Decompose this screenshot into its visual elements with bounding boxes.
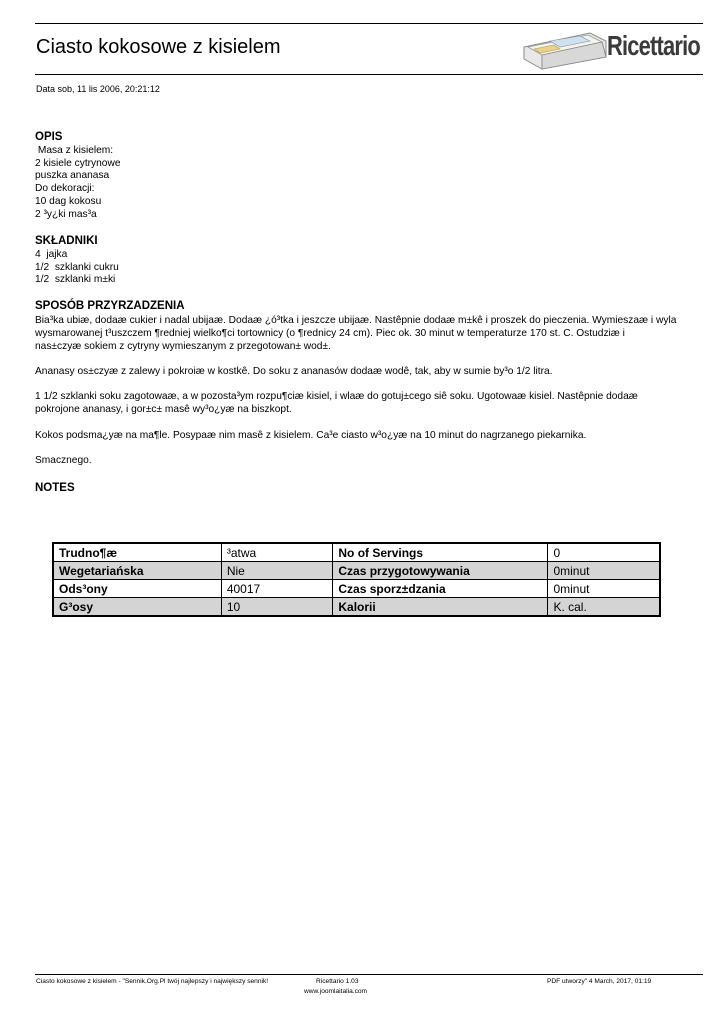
table-row: [53, 562, 660, 580]
table-label: Ods³ony: [53, 580, 221, 598]
table-value: 10: [221, 598, 333, 617]
preparation-step: [35, 315, 676, 354]
table-value: 0: [548, 543, 660, 562]
ingredient-line: 1/2 szklanki cukru: [35, 261, 119, 273]
table-row: [53, 580, 660, 598]
table-label: Kalorii: [333, 598, 548, 617]
table-row: [53, 598, 660, 617]
preparation-step: [35, 391, 638, 417]
table-label: Wegetariańska: [53, 562, 221, 580]
footer-site-link[interactable]: www.joomlaitalia.com: [304, 988, 368, 995]
notes-heading: NOTES: [35, 482, 75, 494]
opis-line: 2 ³y¿ki mas³a: [35, 208, 97, 220]
footer-created: PDF utworzy" 4 March, 2017, 01:19: [547, 978, 652, 985]
opis-line: Masa z kisielem:: [35, 145, 114, 156]
table-value: 40017: [221, 580, 333, 598]
step-line: wysmarowanej t³uszczem ¶redniej wielko¶ci tortownicy (o ¶rednicy 24 cm). Piec ok. 30 minut w temperaturze 170 st. C. Ostudziæ i: [35, 327, 625, 339]
opis-line: puszka ananasa: [35, 170, 110, 182]
table-label: Trudno¶æ: [53, 543, 221, 562]
sposob-heading: SPOSÓB PRZYRZADZENIA: [35, 300, 185, 312]
preparation-step: [35, 430, 586, 443]
table-label: Czas przygotowywania: [333, 562, 548, 580]
top-rule: [35, 23, 703, 24]
page-title: Ciasto kokosowe z kisielem: [36, 36, 281, 58]
step-line: pokrojone ananasy, i gor±c± masê wy³o¿yæ na biszkopt.: [35, 403, 292, 415]
table-value: 0minut: [548, 562, 660, 580]
table-value: K. cal.: [548, 598, 660, 617]
preparation-step: [35, 366, 552, 379]
step-line: Bia³ka ubiæ, dodaæ cukier i nadal ubijaæ. Dodaæ ¿ó³tka i jeszcze ubijaæ. Nastêpnie dodaæ m±kê i proszek do pieczenia. Wymieszaæ i wyla: [35, 315, 677, 326]
footer-source: Ciasto kokosowe z kisielem - "Sennik.Org.Pl twój najlepszy i największy sennik!: [36, 978, 269, 985]
table-value: ³atwa: [221, 543, 333, 562]
table-label: No of Servings: [333, 543, 548, 562]
ingredient-line: 4 jajka: [35, 249, 68, 260]
table-row: [53, 543, 660, 562]
table-label: G³osy: [53, 598, 221, 617]
opis-line: Do dekoracji:: [35, 183, 95, 195]
table-value: 0minut: [548, 580, 660, 598]
step-line: Kokos podsma¿yæ na ma¶le. Posypaæ nim masê z kisielem. Ca³e ciasto w³o¿yæ na 10 minut do nagrzanego piekarnika.: [35, 430, 587, 441]
table-value: Nie: [221, 562, 333, 580]
date-line: Data sob, 11 lis 2006, 20:21:12: [36, 84, 160, 94]
step-line: 1 1/2 szklanki soku zagotowaæ, a w pozosta³ym rozpu¶ciæ kisiel, i wlaæ do gotuj±cego siê soku. Ugotowaæ kisiel. Nastêpnie dodaæ: [35, 391, 638, 402]
ingredient-line: 1/2 szklanki m±ki: [35, 274, 116, 286]
step-line: Smacznego.: [35, 455, 92, 466]
opis-line: 10 dag kokosu: [35, 195, 102, 207]
opis-heading: OPIS: [35, 131, 63, 143]
step-line: nas±czyæ sokiem z cytryny wymieszanym z przegotowan± wod±.: [35, 340, 331, 352]
skladniki-lines: [35, 249, 119, 287]
header-rule: [35, 74, 703, 75]
logo-text: Ricettario: [607, 30, 700, 61]
opis-line: 2 kisiele cytrynowe: [35, 157, 121, 169]
footer-rule: [35, 974, 703, 975]
recipe-info-table: [52, 542, 661, 617]
opis-lines: [35, 145, 121, 221]
step-line: Ananasy os±czyæ z zalewy i pokroiæ w kostkê. Do soku z ananasów dodaæ wodê, tak, aby w sumie by³o 1/2 litra.: [35, 366, 553, 377]
table-label: Czas sporz±dzania: [333, 580, 548, 598]
preparation-step: [35, 455, 92, 468]
footer-version: Ricettario 1.03: [316, 978, 359, 985]
skladniki-heading: SKŁADNIKI: [35, 235, 98, 247]
